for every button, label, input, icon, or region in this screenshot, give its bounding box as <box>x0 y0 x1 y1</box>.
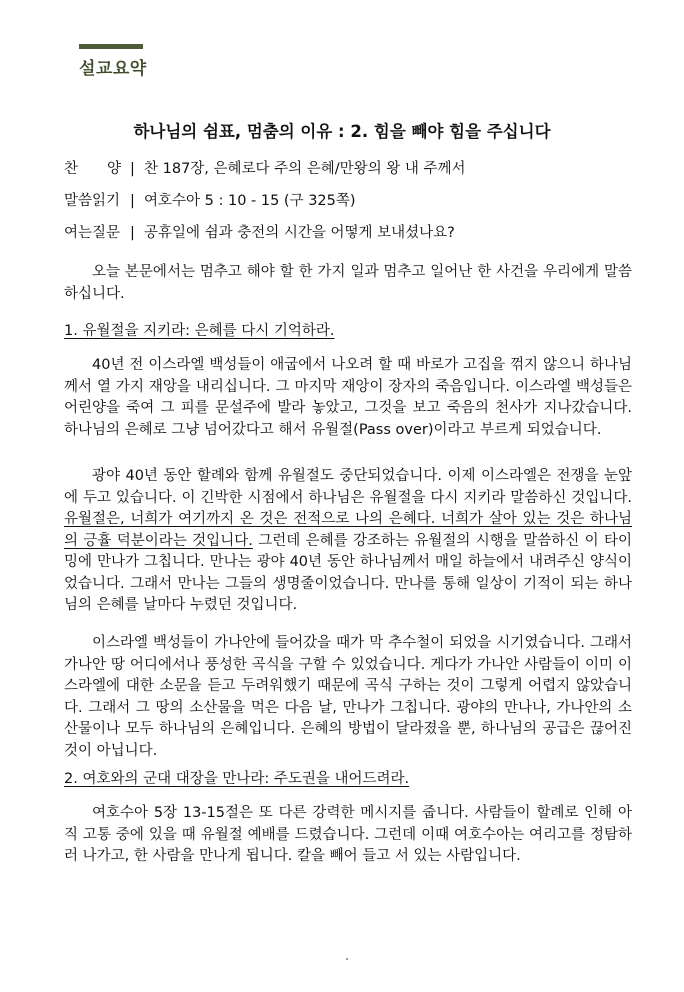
section2-paragraph-1: 여호수아 5장 13-15절은 또 다른 강력한 메시지를 줍니다. 사람들이 할례로 인해 아직 고통 중에 있을 때 유월절 예배를 드렸습니다. 그런데 이때 여호수아는 여리고를 정탐하러 나가고, 한 사람을 만나게 됩니다. 칼을 빼어 들고 서 있는 사람입니다. <box>64 805 632 864</box>
meta-question-value: 공휴일에 쉼과 충전의 시간을 어떻게 보내셨나요? <box>144 225 455 241</box>
page-title: 하나님의 쉼표, 멈춤의 이유 : 2. 힘을 빼야 힘을 주십니다 <box>133 122 551 141</box>
section1-heading: 1. 유월절을 지키라: 은혜를 다시 기억하라. <box>64 323 335 339</box>
section1-p2-underlined: 유월절은, 너희가 여기까지 온 것은 전적으로 나의 은혜다. 너희가 살아 있는 것은 하나님의 긍휼 덕분이라는 것입니다. <box>64 511 632 549</box>
meta-hymn-value: 찬 187장, 은혜로다 주의 은혜/만왕의 왕 내 주께서 <box>144 161 466 177</box>
section2-heading: 2. 여호와의 군대 대장을 만나라: 주도권을 내어드려라. <box>64 771 410 787</box>
meta-reading-label: 말씀읽기 <box>64 193 121 209</box>
page-marker-dot <box>346 958 348 960</box>
brand-label: 설교요약 <box>79 59 147 79</box>
meta-question-label: 여는질문 <box>64 225 121 241</box>
meta-hymn <box>64 157 466 178</box>
meta-separator: | <box>130 161 135 177</box>
meta-question <box>64 221 455 242</box>
section1-paragraph-3: 이스라엘 백성들이 가나안에 들어갔을 때가 막 추수철이 되었을 시기였습니다. 그래서 가나안 땅 어디에서나 풍성한 곡식을 구할 수 있었습니다. 게다가 가나안 사람들이 이미 이스라엘에 대한 소문을 듣고 두려워했기 때문에 곡식 구하는 것이 그렇게 어렵지 않았습니다. 그래서 그 땅의 소산물을 먹은 다음 날, 만나가 그칩니다. 광야의 만나나, 가나안의 소산물이나 모두 하나님의 은혜입니다. 은혜의 방법이 달라졌을 뿐, 하나님의 공급은 끊어진 것이 아닙니다. <box>64 635 632 759</box>
section1-p2-text-b: 그런데 은혜를 강조하는 유월절의 시행을 말씀하신 이 타이밍에 만나가 그칩니다. 만나는 광야 40년 동안 하나님께서 매일 하늘에서 내려주신 양식이었습니다. 그래서 만나는 그들의 생명줄이었습니다. 만나를 통해 일상이 기적이 되는 하나님의 은혜를 날마다 누렸던 것입니다. <box>64 532 632 613</box>
meta-separator: | <box>130 193 135 209</box>
meta-hymn-label: 찬 양 <box>64 161 122 177</box>
section1-paragraph-1: 40년 전 이스라엘 백성들이 애굽에서 나오려 할 때 바로가 고집을 꺾지 않으니 하나님께서 열 가지 재앙을 내리십니다. 그 마지막 재앙이 장자의 죽음입니다. 이스라엘 백성들은 어린양을 죽여 그 피를 문설주에 발라 놓았고, 그것을 보고 죽음의 천사가 지나갔습니다. 하나님의 은혜로 그냥 넘어갔다고 해서 유월절(Pass over)이라고 부르게 되었습니다. <box>64 357 632 438</box>
section1-p2-text-a: 광야 40년 동안 할례와 함께 유월절도 중단되었습니다. 이제 이스라엘은 전쟁을 눈앞에 두고 있습니다. 이 긴박한 시점에서 하나님은 유월절을 다시 지키라 말씀하신 것입니다. <box>64 468 632 506</box>
meta-reading <box>64 189 356 210</box>
intro-paragraph: 오늘 본문에서는 멈추고 해야 할 한 가지 일과 멈추고 일어난 한 사건을 우리에게 말씀하십니다. <box>64 264 632 302</box>
meta-reading-value: 여호수아 5 : 10 - 15 (구 325쪽) <box>144 193 356 209</box>
brand-bar <box>79 44 143 49</box>
meta-separator: | <box>130 225 135 241</box>
section1-paragraph-2 <box>64 466 632 617</box>
